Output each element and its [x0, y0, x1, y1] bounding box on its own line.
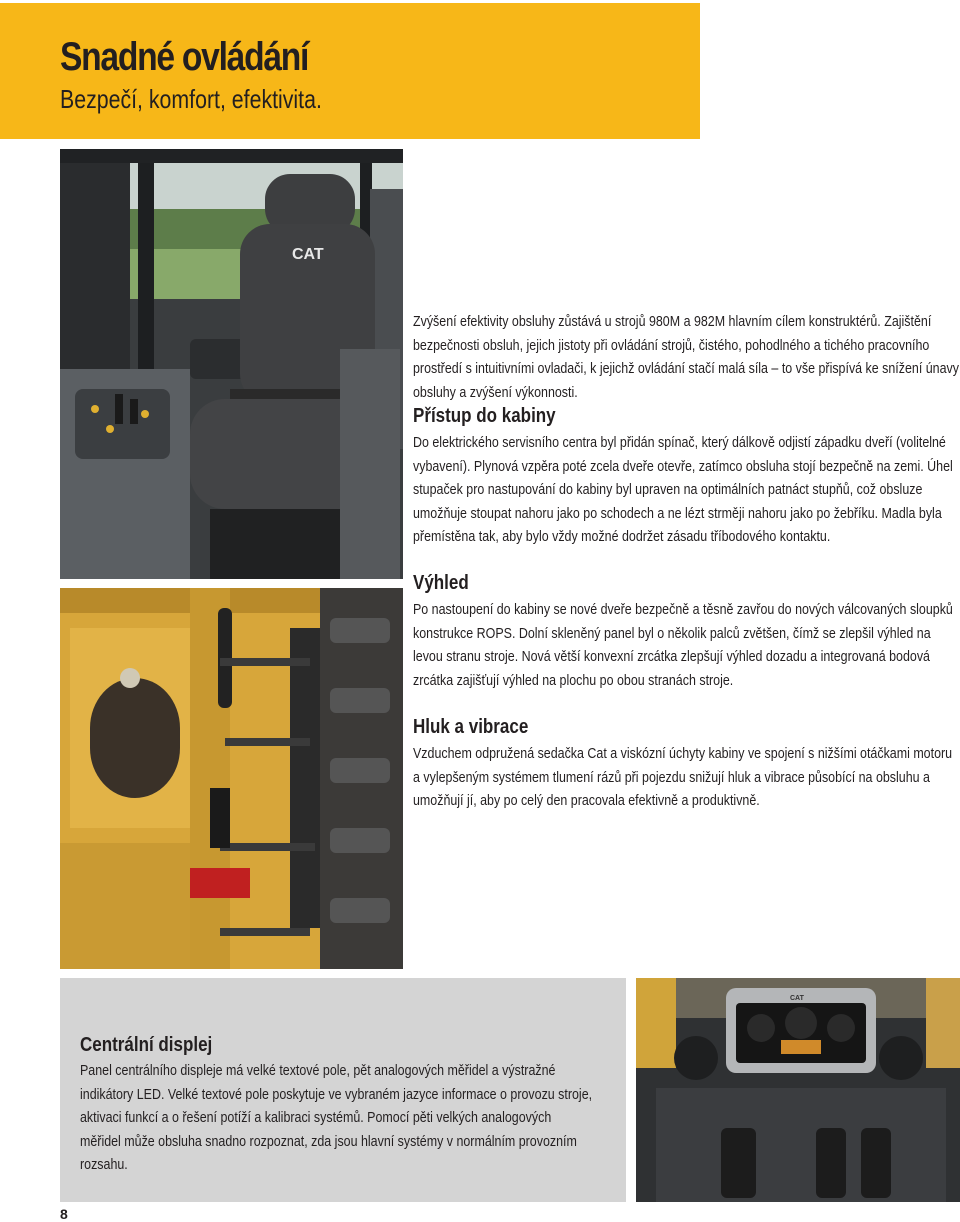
page-number: 8 [60, 1206, 68, 1222]
section-heading: Výhled [413, 572, 469, 594]
display-panel [60, 978, 626, 1202]
page-subtitle: Bezpečí, komfort, efektivita. [60, 84, 322, 114]
section-access [413, 403, 960, 549]
section-heading: Hluk a vibrace [413, 716, 529, 738]
section-text: Po nastoupení do kabiny se nové dveře bezpečně a těsně zavřou do nových válcovaných sloupků konstrukce ROPS. Dolní skleněný panel byl o několik palců zvětšen, čímž se zlepšil výhled na levou stranu stroje. Nová větší konvexní zrcátka zlepšují výhled dozadu a integrovaná bodová zrcátka zajišťují výhled na plochu po obou stranách stroje. [413, 601, 953, 689]
header-banner [0, 3, 700, 139]
display-photo [636, 978, 960, 1202]
section-noise [413, 714, 960, 813]
section-text: Vzduchem odpružená sedačka Cat a viskózní úchyty kabiny ve spojení s nižšími otáčkami motoru a vylepšeným systémem tlumení rázů při pojezdu snižují hluk a vibrace působící na obsluhu a umožňují jí, aby po celý den pracovala efektivně a produktivně. [413, 745, 953, 809]
steps-photo [60, 588, 403, 969]
panel-text: Panel centrálního displeje má velké textové pole, pět analogových měřidel a výstražné indikátory LED. Velké textové pole poskytuje ve vybraném jazyce informace o provozu stroje, aktivaci funkcí a o řešení potíží a kalibraci systémů. Pomocí pěti velkých analogových měřidel může obsluha snadno rozpoznat, zda jsou hlavní systémy v normálním provozním rozsahu. [80, 1062, 593, 1173]
intro-block [413, 310, 960, 404]
cat-logo-display: CAT [790, 995, 804, 1002]
page-title: Snadné ovládání [60, 35, 309, 79]
intro-text: Zvýšení efektivity obsluhy zůstává u strojů 980M a 982M hlavním cílem konstruktérů. Zajištění bezpečnosti obsluh, jejich jistoty při ovládání strojů, čistého, pohodlného a tichého pracovního prostředí s intuitivními ovladači, k jejichž ovládání stačí malá síla – to vše přispívá ke snížení únavy obsluhy a zvýšení výkonnosti. [413, 313, 959, 401]
panel-heading: Centrální displej [80, 1034, 213, 1056]
seat-photo [60, 149, 403, 579]
cat-logo: CAT [292, 246, 324, 263]
section-visibility [413, 570, 960, 692]
section-heading: Přístup do kabiny [413, 405, 556, 427]
section-text: Do elektrického servisního centra byl přidán spínač, který dálkově odjistí západku dveří (volitelné vybavení). Plynová vzpěra poté zcela dveře otevře, zatímco obsluha stojí bezpečně na zemi. Úhel stupaček pro nastupování do kabiny byl upraven na optimálních patnáct stupňů, což obsluze umožňuje stoupat nahoru jako po schodech a ne lézt strměji nahoru jako po žebříku. Madla byla přemístěna tak, aby bylo vždy možné dodržet zásadu tříbodového kontaktu. [413, 434, 953, 545]
